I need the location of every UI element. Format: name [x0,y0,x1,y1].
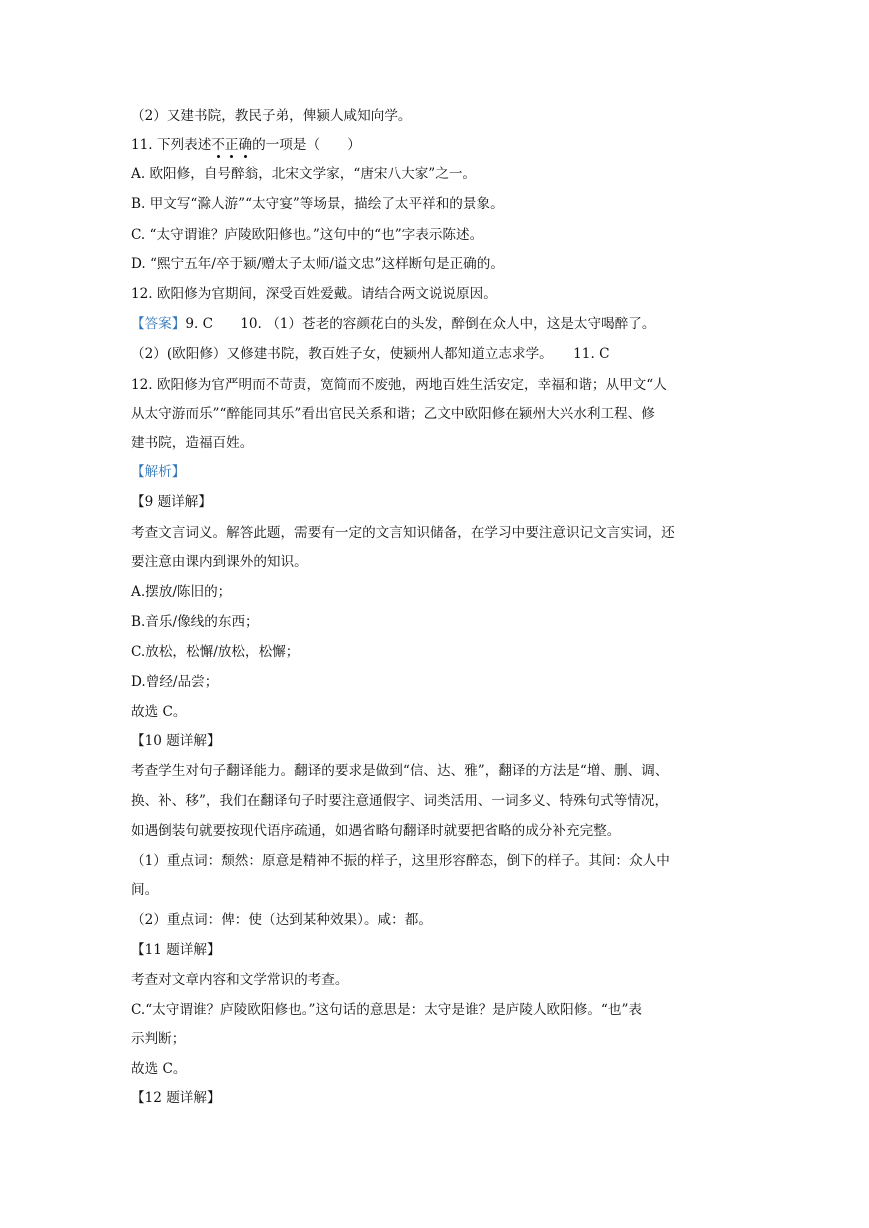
q9-option-d: D.曾经/品尝； [131,674,219,690]
option-a: A. 欧阳修，自号醉翁，北宋文学家，“唐宋八大家”之一。 [131,166,477,182]
emphasis-char-1: 不 [211,137,225,153]
q10-text-1: 考查学生对句子翻译能力。翻译的要求是做到“信、达、雅”，翻译的方法是“增、删、调、 [131,763,669,779]
analysis-label: 【解析】 [131,464,186,480]
q12-heading: 【12 题详解】 [131,1090,221,1106]
q9-text-2: 要注意由课内到课外的知识。 [131,554,308,570]
option-c: C. “太守谓谁？庐陵欧阳修也。”这句中的“也”字表示陈述。 [131,227,484,243]
q9-option-b: B.音乐/像线的东西； [131,614,259,630]
answer-line-4: 从太守游而乐”“醉能同其乐”看出官民关系和谐；乙文中欧阳修在颍州大兴水利工程、修 [131,406,655,422]
answer-line-5: 建书院，造福百姓。 [131,435,254,451]
answer-line-1 [131,314,655,334]
q10-text-3: 如遇倒装句就要按现代语序疏通，如遇省略句翻译时就要把省略的成分补充完整。 [131,823,621,839]
answer-text: 9. C 10. （1）苍老的容颜花白的头发，醉倒在众人中，这是太守喝醉了。 [185,316,656,332]
q9-option-c: C.放松，松懈/放松，松懈； [131,644,300,660]
answer-line-3: 12. 欧阳修为官严明而不苛责，宽简而不废弛，两地百姓生活安定，幸福和谐；从甲文“人 [131,377,667,393]
q11-explain-1: C.“太守谓谁？庐陵欧阳修也。”这句话的意思是：太守是谁？是庐陵人欧阳修。“也”表 [131,1002,643,1018]
q11-heading: 【11 题详解】 [131,942,221,958]
q9-text-1: 考查文言词义。解答此题，需要有一定的文言知识储备，在学习中要注意识记文言实词，还 [131,525,675,541]
q10-text-2: 换、补、移”，我们在翻译句子时要注意通假字、词类活用、一词多义、特殊句式等情况， [131,793,669,809]
question-11-prefix: 11. 下列表述 [131,137,212,153]
q10-part-1-cont: 间。 [131,882,159,898]
question-12: 12. 欧阳修为官期间，深受百姓爱戴。请结合两文说说原因。 [131,286,497,302]
question-11-suffix: 的一项是（ ） [252,137,361,153]
q11-conclusion: 故选 C。 [131,1061,187,1077]
answer-line-2: （2）(欧阳修）又修建书院，教百姓子女，使颍州人都知道立志求学。 11. C [131,346,610,362]
option-d: D. “熙宁五年/卒于颍/赠太子太师/谥文忠”这样断句是正确的。 [131,256,504,272]
option-b: B. 甲文写“滁人游”“太守宴”等场景，描绘了太平祥和的景象。 [131,196,504,212]
q10-part-2: （2）重点词：俾：使（达到某种效果）。咸：都。 [131,912,432,928]
q10-part-1: （1）重点词：颓然：原意是精神不振的样子，这里形容醉态，倒下的样子。其间：众人中 [131,853,670,869]
answer-label: 【答案】 [131,316,186,332]
q11-text: 考查对文章内容和文学常识的考查。 [131,972,349,988]
q9-conclusion: 故选 C。 [131,704,187,720]
question-10-part-2: （2）又建书院，教民子弟，俾颍人咸知向学。 [131,108,412,124]
emphasis-char-2: 正 [224,137,239,153]
q10-heading: 【10 题详解】 [131,733,221,749]
q9-option-a: A.摆放/陈旧的； [131,584,232,600]
question-11-stem [131,135,361,155]
q9-heading: 【9 题详解】 [131,494,212,510]
emphasis-char-3: 确 [238,137,253,153]
q11-explain-2: 示判断； [131,1031,186,1047]
